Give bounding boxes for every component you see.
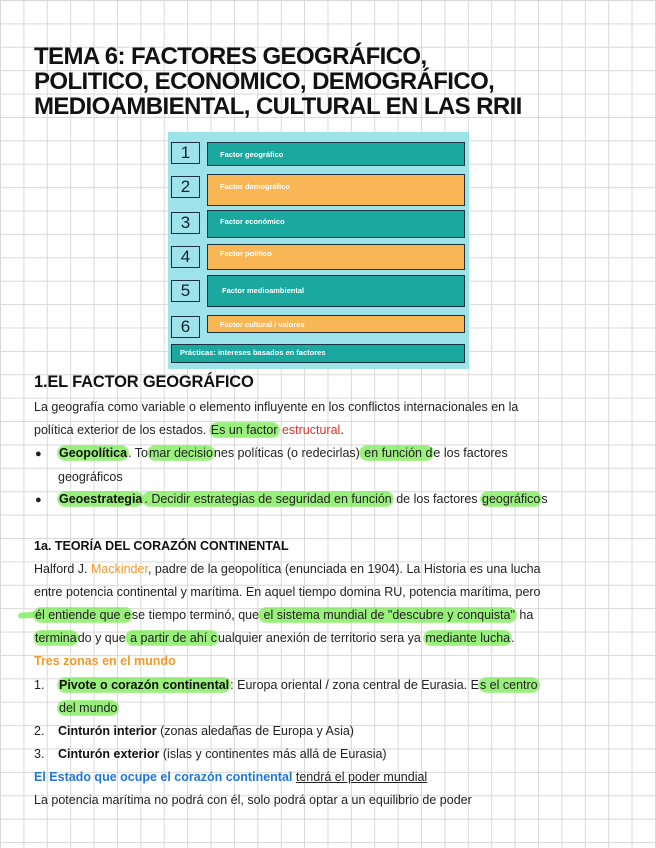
bullet-term: Geopolítica (59, 446, 128, 460)
paragraph-line: entre potencia continental y marítima. En aquel tiempo domina RU, potencia marítima, pero (34, 585, 541, 599)
bullet-dot: ● (35, 494, 42, 506)
page-title (34, 44, 634, 119)
text-run: de los factores (392, 492, 481, 506)
factor-number: 4 (171, 246, 200, 268)
subsection-heading: 1a. TEORÍA DEL CORAZÓN CONTINENTAL (34, 539, 289, 553)
highlighted-text: s el centro (479, 678, 538, 692)
text-run: política exterior de los estados. (34, 423, 210, 437)
title-line-1: TEMA 6: FACTORES GEOGRÁFICO, (34, 43, 427, 70)
text-run: s (541, 492, 548, 506)
list-item-continuation (58, 701, 118, 715)
text-run: . (340, 423, 344, 437)
paragraph-line (34, 423, 344, 437)
paragraph-line (34, 608, 533, 622)
list-item (58, 747, 387, 761)
factors-diagram (168, 132, 469, 369)
text-run: (islas y continentes más allá de Eurasia) (159, 747, 387, 761)
text-run: . To (128, 446, 148, 460)
factor-number: 5 (171, 280, 200, 302)
highlighted-text: mediante lucha (425, 631, 511, 645)
factor-number: 2 (171, 176, 200, 198)
factor-bar: Factor geográfico (207, 142, 465, 166)
text-run: do y que (77, 631, 126, 645)
zones-title: Tres zonas en el mundo (34, 654, 176, 668)
paragraph-line (34, 562, 541, 576)
underlined-text: tendrá el poder mundial (295, 770, 428, 784)
bullet-item (58, 492, 548, 506)
highlighted-text: geográfico (482, 492, 541, 506)
list-term: Pivote o corazón continental (59, 678, 230, 692)
text-run: (zonas aledañas de Europa y Asia) (156, 724, 354, 738)
list-number: 3. (34, 747, 45, 761)
text-run: nes políticas (o redecirlas) (213, 446, 360, 460)
bullet-dot: ● (35, 448, 42, 460)
bullet-item (58, 446, 508, 460)
text-run: . (511, 631, 515, 645)
list-term: Cinturón interior (58, 724, 157, 738)
factor-number: 1 (171, 142, 200, 164)
section-heading: 1.EL FACTOR GEOGRÁFICO (34, 373, 254, 391)
highlighted-text: Es un factor (210, 423, 278, 437)
bullet-item-continuation: geográficos (58, 470, 123, 484)
paragraph-line: La geografía como variable o elemento influyente en los conflictos internacionales en la (34, 400, 519, 414)
paragraph-line: La potencia marítima no podrá con él, solo podrá optar a un equilibrio de poder (34, 793, 472, 807)
list-number: 2. (34, 724, 45, 738)
text-run: , padre de la geopolítica (enunciada en 1904). La Historia es una lucha (147, 562, 541, 576)
highlighted-text: termina (35, 631, 77, 645)
practicas-bar: Prácticas: intereses basados en factores (171, 344, 465, 363)
highlighted-text: él entiende que e (35, 608, 131, 622)
title-line-3: MEDIOAMBIENTAL, CULTURAL EN LAS RRII (34, 93, 522, 120)
highlighted-text: en función d (360, 446, 433, 460)
list-number: 1. (34, 678, 45, 692)
highlighted-text: del mundo (59, 701, 118, 715)
bullet-term: Geoestrategia (59, 492, 143, 506)
list-term: Cinturón exterior (58, 747, 160, 761)
factor-bar: Factor demográfico (207, 174, 465, 206)
list-item (58, 678, 539, 692)
factor-bar: Factor político (207, 244, 465, 270)
red-text: estructural (278, 423, 341, 437)
highlighted-text: mar decisio (149, 446, 213, 460)
orange-text: Mackinder (90, 562, 148, 576)
factor-bar: Factor cultural / valores (207, 315, 465, 333)
factor-number: 3 (171, 212, 200, 234)
text-run: : Europa oriental / zona central de Eurasia. E (230, 678, 479, 692)
factor-bar: Factor económico (207, 210, 465, 238)
blue-text: El Estado que ocupe el corazón continental (34, 770, 293, 784)
factor-bar: Factor medioambiental (207, 275, 465, 307)
highlighted-text: el sistema mundial de "descubre y conquista" (260, 608, 515, 622)
paragraph-line (34, 770, 427, 784)
text-run: Halford J. (34, 562, 91, 576)
text-run: e los factores (433, 446, 508, 460)
paragraph-line (34, 631, 515, 645)
text-run: se tiempo terminó, que (131, 608, 260, 622)
highlighted-text: a partir de ahí c (126, 631, 217, 645)
factor-number: 6 (171, 316, 200, 338)
text-run: ha (515, 608, 534, 622)
title-line-2: POLITICO, ECONOMICO, DEMOGRÁFICO, (34, 68, 495, 95)
highlighted-text: . Decidir estrategias de seguridad en función (144, 492, 392, 506)
text-run: ualquier anexión de territorio sera ya (217, 631, 425, 645)
list-item (58, 724, 354, 738)
